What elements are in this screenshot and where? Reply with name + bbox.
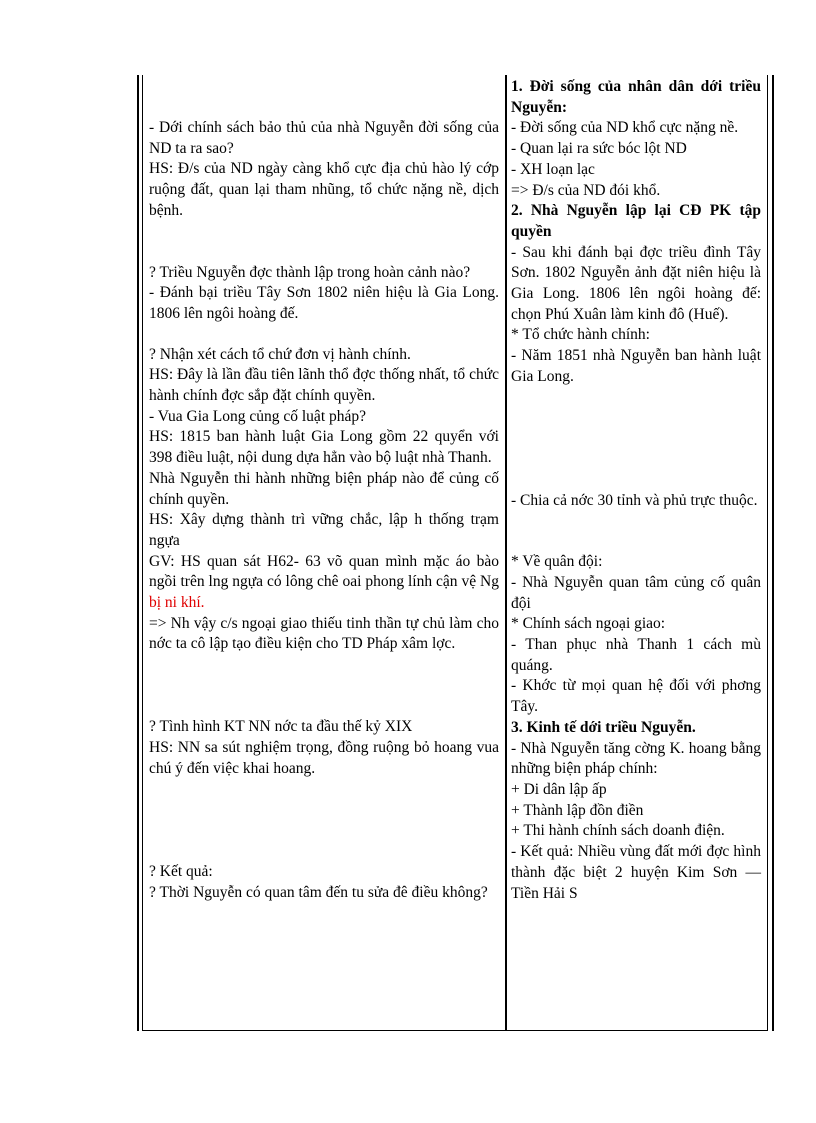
- note-west: - Khớc từ mọi quan hệ đối với phơng Tây.: [511, 677, 761, 716]
- heading-section-1: 1. Đời sống của nhân dân dới triều Nguyễn:: [511, 78, 761, 116]
- subheading-military: * Về quân đội:: [511, 553, 603, 571]
- teacher-note-military: [149, 552, 499, 614]
- note-migration: + Di dân lập ấp: [511, 780, 607, 798]
- question-founding-context: ? Triều Nguyễn đợc thành lập trong hoàn cảnh nào?: [149, 263, 471, 281]
- answer-administration: HS: Đây là lần đầu tiên lãnh thổ đợc thống nhất, tổ chức hành chính đợc sắp đặt chính quyền.: [149, 366, 499, 405]
- question-consolidation: Nhà Nguyễn thi hành những biện pháp nào để củng cố chính quyền.: [149, 469, 499, 508]
- question-gia-long-law: - Vua Gia Long củng cố luật pháp?: [149, 407, 367, 425]
- note-hardship: - Đời sống của ND khổ cực nặng nề.: [511, 119, 739, 137]
- teacher-note-text: GV: HS quan sát H62- 63 võ quan mình mặc áo bào ngồi trên lng ngựa có lông chê oai phong lính cận vệ Ng: [149, 552, 499, 591]
- question-results: ? Kết quả:: [149, 863, 213, 881]
- table-border-right-outer: [772, 75, 774, 1031]
- table-border-left-inner: [142, 75, 143, 1031]
- heading-section-3: 3. Kinh tế dới triều Nguyễn.: [511, 718, 696, 736]
- question-administration: ? Nhận xét cách tổ chứ đơn vị hành chính.: [149, 345, 411, 363]
- note-doanh-dien: + Thi hành chính sách doanh điện.: [511, 822, 725, 840]
- question-dikes: ? Thời Nguyễn có quan tâm đến tu sửa đê điều không?: [149, 883, 488, 901]
- note-society: - XH loạn lạc: [511, 160, 595, 178]
- note-qing: - Than phục nhà Thanh 1 cách mù quáng.: [511, 636, 761, 674]
- table-border-left-outer: [137, 75, 139, 1031]
- note-land-reclamation: - Nhà Nguyễn tăng cờng K. hoang bằng những biện pháp chính:: [511, 739, 761, 778]
- note-plantations: + Thành lập đồn điền: [511, 801, 644, 819]
- right-column: [511, 77, 761, 904]
- question-economy: ? Tình hình KT NN nớc ta đầu thế kỷ XIX: [149, 718, 413, 736]
- answer-consolidation: HS: Xây dựng thành trì vững chắc, lập h thống trạm ngựa: [149, 511, 499, 549]
- table-bottom-border: [142, 1030, 768, 1031]
- note-results: - Kết quả: Nhiều vùng đất mới đợc hình thành đặc biệt 2 huyện Kim Sơn — Tiền Hải S: [511, 843, 761, 902]
- note-officials: - Quan lại ra sức bóc lột ND: [511, 140, 687, 158]
- note-law: - Năm 1851 nhà Nguyễn ban hành luật Gia Long.: [511, 347, 761, 385]
- highlighted-text: bị ni khí.: [149, 594, 205, 612]
- answer-gia-long-law: HS: 1815 ban hành luật Gia Long gồm 22 quyển với 398 điều luật, nội dung dựa hẳn vào bộ luật nhà Thanh.: [149, 428, 499, 467]
- heading-section-2: 2. Nhà Nguyễn lập lại CĐ PK tập quyền: [511, 202, 761, 240]
- subheading-foreign-policy: * Chính sách ngoại giao:: [511, 615, 666, 633]
- note-conclusion-1: => Đ/s của ND đói khổ.: [511, 181, 661, 199]
- conclusion-foreign-policy: => Nh vậy c/s ngoại giao thiếu tinh thần tự chủ làm cho nớc ta cô lập tạo điều kiện cho TD Pháp xâm lợc.: [149, 614, 499, 653]
- question-living-conditions: - Dới chính sách bảo thủ của nhà Nguyễn đời sống của ND ta ra sao?: [149, 119, 499, 157]
- subheading-administration: * Tổ chức hành chính:: [511, 326, 650, 344]
- answer-living-conditions: HS: Đ/s của ND ngày càng khổ cực địa chủ hào lý cớp ruộng đất, quan lại tham nhũng, tổ chức nặng nề, dịch bệnh.: [149, 160, 499, 219]
- left-column: [149, 118, 499, 904]
- note-founding: - Sau khi đánh bại đợc triều đình Tây Sơn. 1802 Nguyễn ảnh đặt niên hiệu là Gia Long. 1806 lên ngôi hoàng đế: chọn Phú Xuân làm kinh đô (Huế).: [511, 243, 761, 323]
- table-border-right-inner: [767, 75, 768, 1031]
- table-column-divider: [505, 75, 507, 1031]
- note-provinces: - Chia cả nớc 30 tỉnh và phủ trực thuộc.: [511, 491, 758, 509]
- answer-founding-context: - Đánh bại triều Tây Sơn 1802 niên hiệu là Gia Long. 1806 lên ngôi hoàng đế.: [149, 284, 499, 322]
- note-military: - Nhà Nguyễn quan tâm củng cố quân đội: [511, 573, 761, 612]
- answer-economy: HS: NN sa sút nghiệm trọng, đồng ruộng bỏ hoang vua chú ý đến việc khai hoang.: [149, 738, 499, 777]
